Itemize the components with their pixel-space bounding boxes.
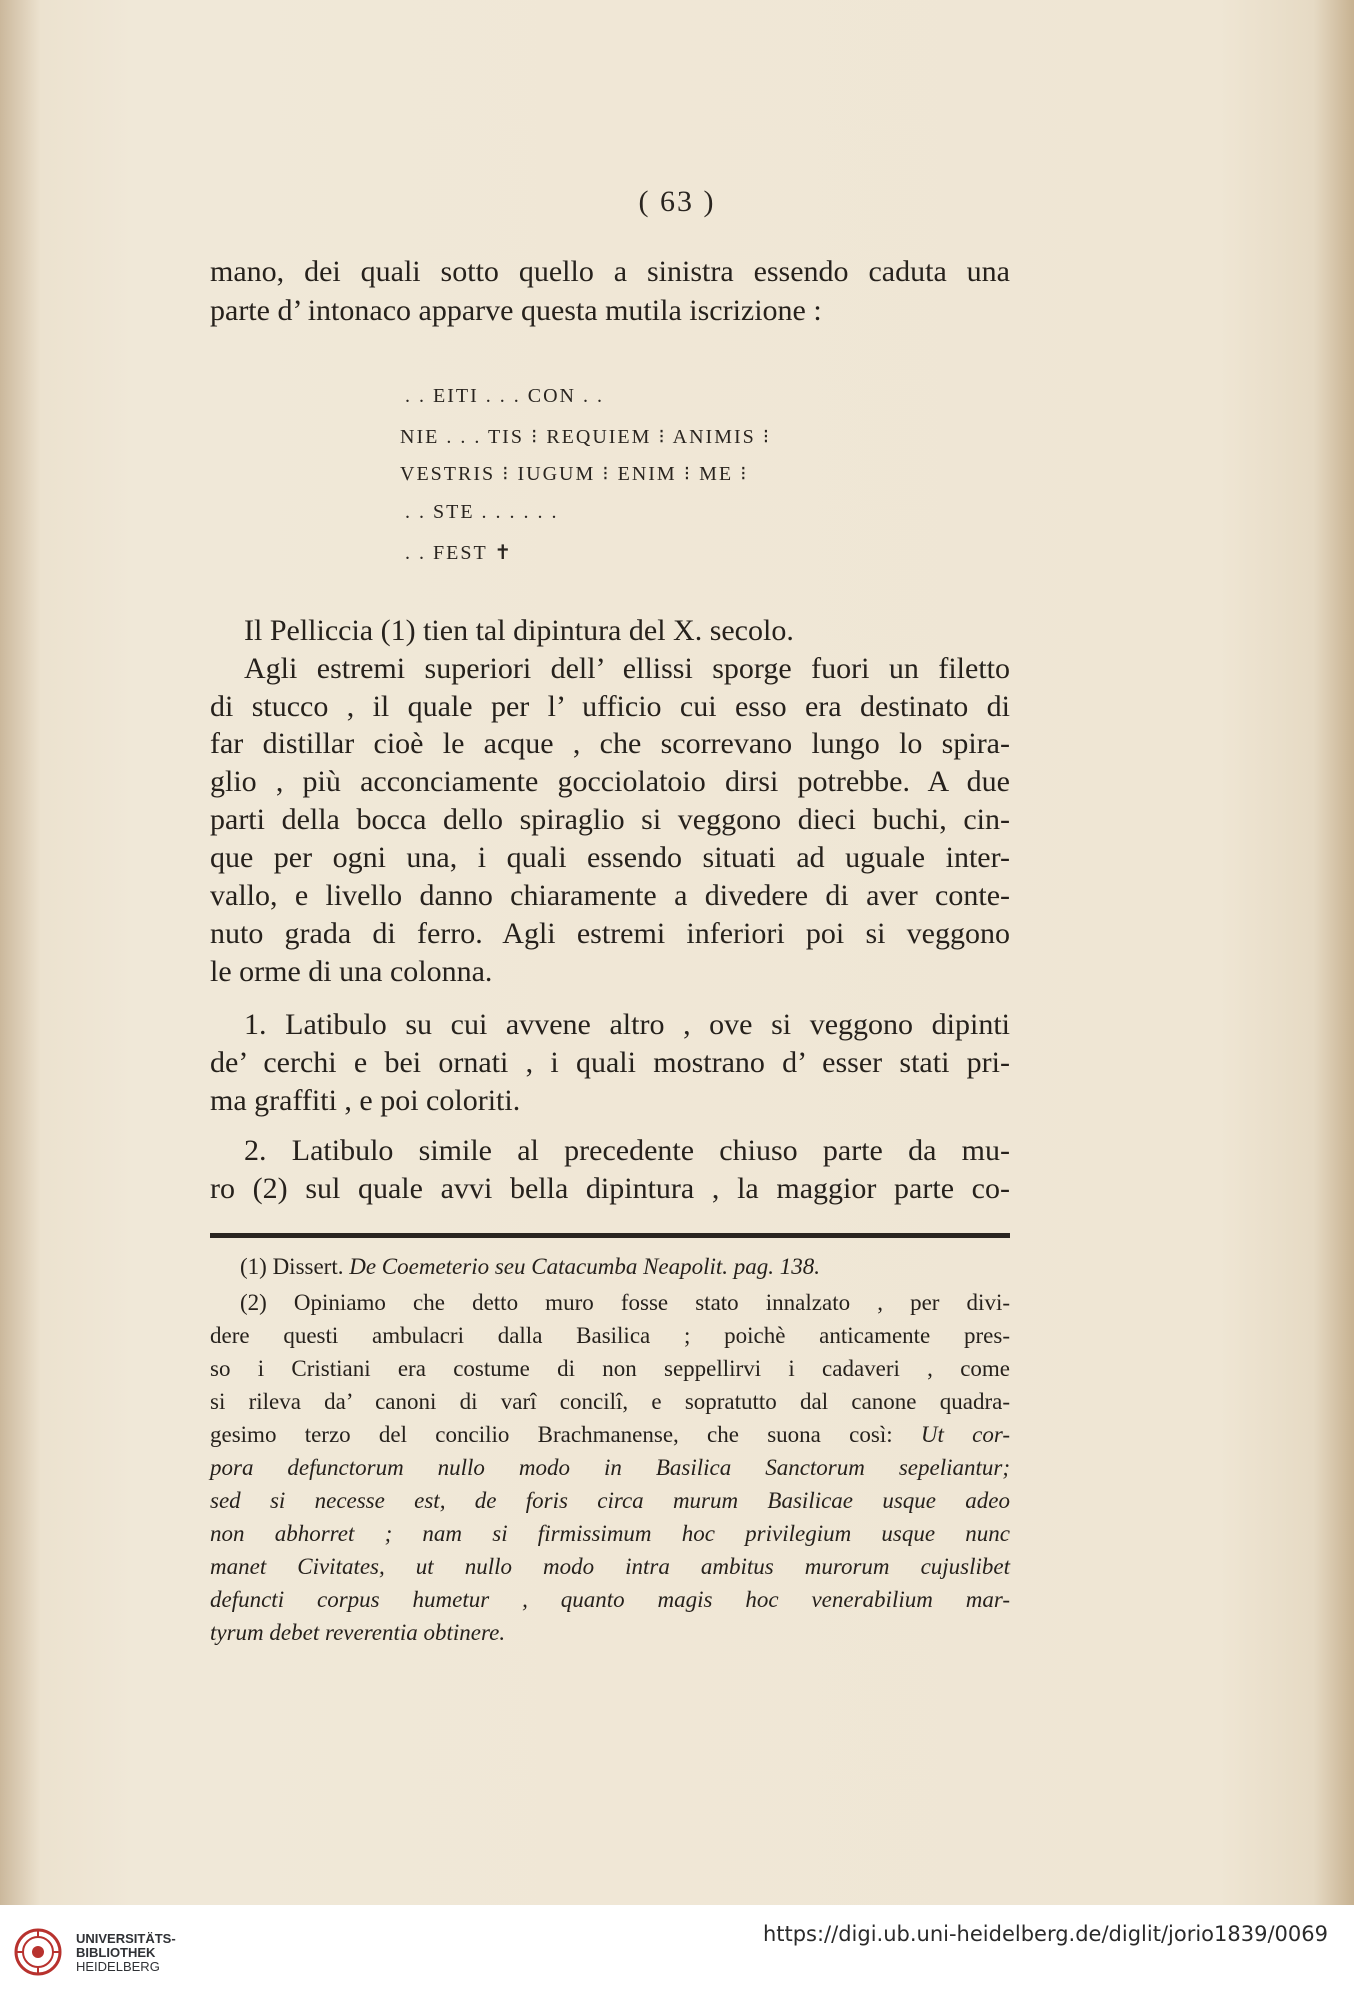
footnote-latin-text: pora defunctorum nullo modo in Basilica Sanctorum sepeliantur; (210, 1455, 1010, 1480)
footnote-line: si rileva da’ canoni di varî concilî, e sopratutto dal canone quadra- (210, 1389, 1010, 1414)
body-line: ma graffiti , e poi coloriti. (210, 1084, 521, 1117)
university-seal-icon (14, 1928, 62, 1976)
library-logo-text (76, 1932, 176, 1974)
body-line: Il Pelliccia (1) tien tal dipintura del X. secolo. (244, 614, 794, 647)
footnote-latin-line (210, 1554, 1010, 1580)
body-line: le orme di una colonna. (210, 955, 493, 988)
opening-line: mano, dei quali sotto quello a sinistra essendo caduta una (210, 255, 1010, 288)
body-line: 2. Latibulo simile al precedente chiuso parte da mu- (244, 1134, 1010, 1167)
inscription-line: NIE . . . TIS ⁝ REQUIEM ⁝ ANIMIS ⁝ (400, 426, 772, 448)
footnote-latin-text: sed si necesse est, de foris circa murum Basilicae usque adeo (210, 1488, 1010, 1513)
footnote-latin-text: defuncti corpus humetur , quanto magis hoc venerabilium mar- (210, 1587, 1010, 1612)
footnote-latin-line (210, 1620, 1010, 1646)
footnote-latin-text: tyrum debet reverentia obtinere. (210, 1620, 506, 1645)
footnote-latin-line (210, 1587, 1010, 1613)
footnote-latin-line (210, 1455, 1010, 1481)
body-line: di stucco , il quale per l’ ufficio cui esso era destinato di (210, 690, 1010, 723)
body-line: ro (2) sul quale avvi bella dipintura , la maggior parte co- (210, 1172, 1010, 1205)
footnote-line: so i Cristiani era costume di non seppellirvi i cadaveri , come (210, 1356, 1010, 1381)
footnote-line: dere questi ambulacri dalla Basilica ; poichè anticamente pres- (210, 1323, 1010, 1348)
logo-line: UNIVERSITÄTS- (76, 1931, 176, 1946)
body-line: vallo, e livello danno chiaramente a divedere di aver conte- (210, 879, 1010, 912)
inscription-line: . . FEST ✝ (405, 542, 514, 564)
body-line: Agli estremi superiori dell’ ellissi sporge fuori un filetto (244, 652, 1010, 685)
footnote-1 (240, 1254, 1010, 1280)
viewer-footer (0, 1905, 1354, 2006)
body-line: glio , più acconciamente gocciolatoio dirsi potrebbe. A due (210, 765, 1010, 798)
body-line: 1. Latibulo su cui avvene altro , ove si veggono dipinti (244, 1008, 1010, 1041)
footnote-latin-text: manet Civitates, ut nullo modo intra ambitus murorum cujuslibet (210, 1554, 1010, 1579)
footnote-1-prefix: (1) Dissert. (240, 1254, 344, 1279)
page-number: ( 63 ) (638, 185, 716, 218)
footnote-2-latin-start: Ut cor- (920, 1422, 1010, 1447)
body-line: que per ogni una, i quali essendo situati ad uguale inter- (210, 841, 1010, 874)
source-url-link[interactable]: https://digi.ub.uni-heidelberg.de/diglit/jorio1839/0069 (762, 1922, 1328, 1946)
body-line: nuto grada di ferro. Agli estremi inferiori poi si veggono (210, 917, 1010, 950)
inscription-line: VESTRIS ⁝ IUGUM ⁝ ENIM ⁝ ME ⁝ (400, 463, 749, 485)
footnote-rule (210, 1233, 1010, 1238)
inscription-line: . . EITI . . . CON . . (405, 385, 604, 407)
footnote-1-citation: De Coemeterio seu Catacumba Neapolit. pag. 138. (349, 1254, 821, 1279)
body-line: de’ cerchi e bei ornati , i quali mostrano d’ esser stati pri- (210, 1046, 1010, 1079)
inscription-line: . . STE . . . . . . (405, 501, 559, 523)
body-line: far distillar cioè le acque , che scorrevano lungo lo spira- (210, 727, 1010, 760)
opening-line: parte d’ intonaco apparve questa mutila iscrizione : (210, 294, 822, 327)
footnote-latin-line (210, 1488, 1010, 1514)
footnote-latin-text: non abhorret ; nam si firmissimum hoc privilegium usque nunc (210, 1521, 1010, 1546)
footnote-2-text: gesimo terzo del concilio Brachmanense, che suona così: (210, 1422, 893, 1447)
footnote-latin-line (210, 1521, 1010, 1547)
logo-line: HEIDELBERG (76, 1959, 160, 1974)
logo-line: BIBLIOTHEK (76, 1945, 156, 1960)
body-line: parti della bocca dello spiraglio si veggono dieci buchi, cin- (210, 803, 1010, 836)
footnote-line (210, 1422, 1010, 1448)
footnote-line: (2) Opiniamo che detto muro fosse stato innalzato , per divi- (240, 1290, 1010, 1315)
